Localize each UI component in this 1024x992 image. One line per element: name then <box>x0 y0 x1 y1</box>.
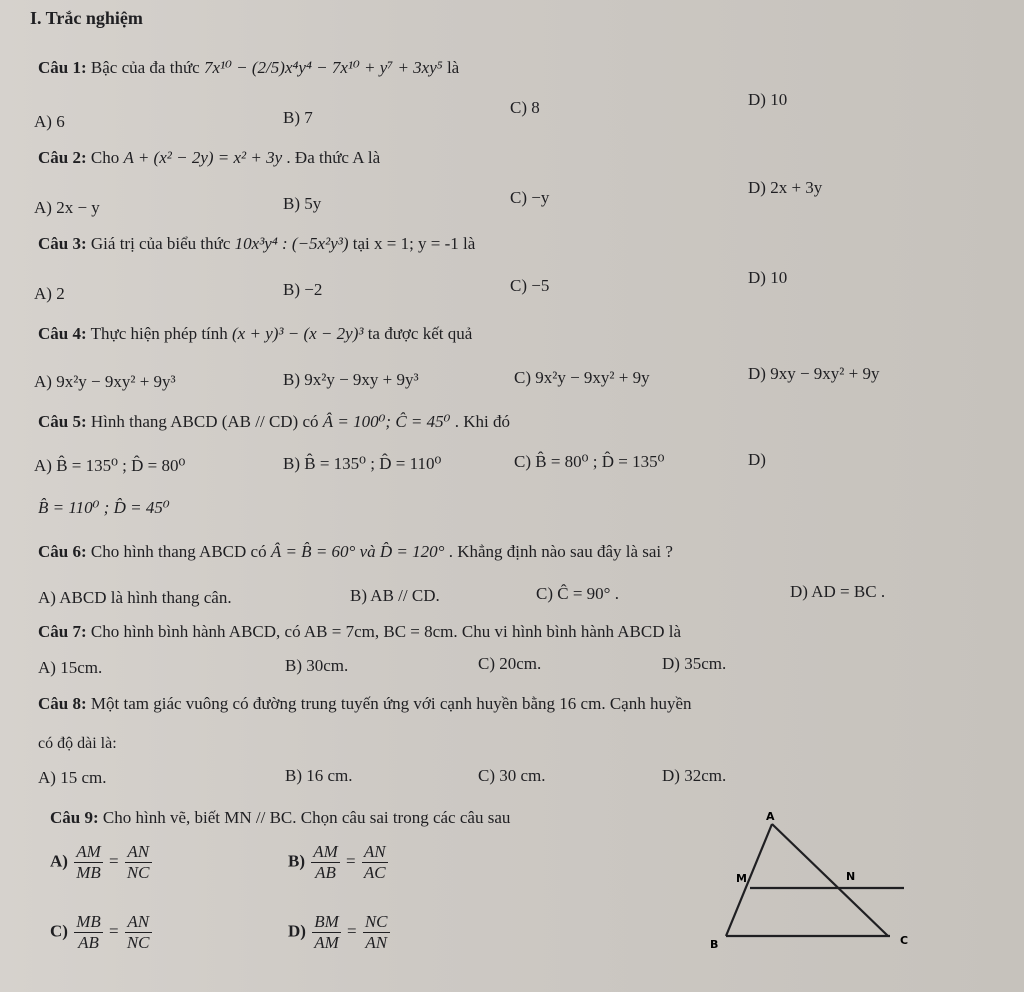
q5-option-a: A) B̂ = 135⁰ ; D̂ = 80⁰ <box>34 456 186 475</box>
q2-option-a: A) 2x − y <box>34 198 100 217</box>
question-7 <box>38 620 681 644</box>
q5-option-d-text: B̂ = 110⁰ ; D̂ = 45⁰ <box>38 498 170 517</box>
question-label: Câu 3: <box>38 234 87 253</box>
q7-option-a: A) 15cm. <box>38 658 103 677</box>
question-label: Câu 8: <box>38 694 87 713</box>
question-math: 7x¹⁰ − (2/5)x⁴y⁴ − 7x¹⁰ + y⁷ + 3xy⁵ <box>203 58 443 77</box>
question-label: Câu 7: <box>38 622 87 641</box>
q4-option-c: C) 9x²y − 9xy² + 9y <box>514 368 650 387</box>
q5-option-b: B) B̂ = 135⁰ ; D̂ = 110⁰ <box>283 454 442 473</box>
q4-option-b: B) 9x²y − 9xy + 9y³ <box>283 370 419 389</box>
question-text: Hình thang ABCD (AB // CD) có <box>90 412 319 431</box>
question-tail: . Đa thức A là <box>286 148 381 167</box>
q9-option-a: A) $\frac{AM}{MB}$ = $\frac{AN}{NC}$ <box>50 842 150 882</box>
question-5 <box>38 410 510 434</box>
question-text: Cho hình vẽ, biết MN // BC. Chọn câu sai trong các câu sau <box>102 808 511 827</box>
question-tail: ta được kết quả <box>367 324 473 343</box>
side-ac <box>772 824 888 936</box>
q9-option-c: C) $\frac{MB}{AB}$ = $\frac{AN}{NC}$ <box>50 912 150 952</box>
q3-option-b: B) −2 <box>283 280 323 299</box>
question-9 <box>50 806 510 830</box>
vertex-b-label: B <box>710 938 719 951</box>
question-8 <box>38 692 692 716</box>
question-text: Cho hình bình hành ABCD, có AB = 7cm, BC = 8cm. Chu vi hình bình hành ABCD là <box>90 622 682 641</box>
q5-option-d-label: D) <box>748 450 766 469</box>
question-4 <box>38 322 472 346</box>
q7-option-d: D) 35cm. <box>662 654 727 673</box>
question-text: Một tam giác vuông có đường trung tuyến ứng với cạnh huyền bằng 16 cm. Cạnh huyền <box>90 694 692 713</box>
q1-option-c: C) 8 <box>510 98 540 117</box>
question-2 <box>38 146 380 170</box>
q1-option-a: A) 6 <box>34 112 65 131</box>
question-math: Â = 100⁰; Ĉ = 45⁰ <box>322 412 451 431</box>
q6-option-a: A) ABCD là hình thang cân. <box>38 588 232 607</box>
question-label: Câu 1: <box>38 58 87 77</box>
side-ab <box>726 824 772 936</box>
q2-option-d: D) 2x + 3y <box>748 178 823 197</box>
question-text: Bậc của đa thức <box>90 58 200 77</box>
vertex-a-label: A <box>766 810 775 823</box>
question-3 <box>38 232 475 256</box>
q1-option-b: B) 7 <box>283 108 313 127</box>
question-text: Cho hình thang ABCD có <box>90 542 267 561</box>
q6-option-c: C) Ĉ = 90° . <box>536 584 619 603</box>
question-text: Giá trị của biểu thức <box>90 234 231 253</box>
question-math: (x + y)³ − (x − 2y)³ <box>232 324 364 343</box>
question-6 <box>38 540 673 564</box>
q7-option-c: C) 20cm. <box>478 654 542 673</box>
q3-option-d: D) 10 <box>748 268 788 287</box>
vertex-c-label: C <box>900 934 909 947</box>
q9-option-d: D) $\frac{BM}{AM}$ = $\frac{NC}{AN}$ <box>288 912 388 952</box>
question-label: Câu 6: <box>38 542 87 561</box>
q9-option-b: B) $\frac{AM}{AB}$ = $\frac{AN}{AC}$ <box>288 842 386 882</box>
q8-option-a: A) 15 cm. <box>38 768 107 787</box>
q8-option-b: B) 16 cm. <box>285 766 353 785</box>
question-label: Câu 4: <box>38 324 87 343</box>
question-tail: . Khi đó <box>454 412 510 431</box>
q7-option-b: B) 30cm. <box>285 656 349 675</box>
q8-option-c: C) 30 cm. <box>478 766 546 785</box>
q3-option-c: C) −5 <box>510 276 550 295</box>
question-math: Â = B̂ = 60° và D̂ = 120° <box>270 542 445 561</box>
q4-option-d: D) 9xy − 9xy² + 9y <box>748 364 880 383</box>
question-text: Thực hiện phép tính <box>90 324 228 343</box>
question-label: Câu 9: <box>50 808 99 827</box>
question-1 <box>38 56 459 80</box>
q1-option-d: D) 10 <box>748 90 788 109</box>
triangle-figure <box>700 808 930 968</box>
q6-option-b: B) AB // CD. <box>350 586 440 605</box>
question-tail: tại x = 1; y = -1 là <box>352 234 476 253</box>
q2-option-c: C) −y <box>510 188 550 207</box>
q3-option-a: A) 2 <box>34 284 65 303</box>
vertex-n-label: N <box>846 870 856 883</box>
question-tail: là <box>446 58 460 77</box>
q5-option-c: C) B̂ = 80⁰ ; D̂ = 135⁰ <box>514 452 665 471</box>
q8-option-d: D) 32cm. <box>662 766 727 785</box>
question-math: A + (x² − 2y) = x² + 3y <box>123 148 283 167</box>
q2-option-b: B) 5y <box>283 194 322 213</box>
q4-option-a: A) 9x²y − 9xy² + 9y³ <box>34 372 176 391</box>
question-math: 10x³y⁴ : (−5x²y³) <box>234 234 349 253</box>
section-title: I. Trắc nghiệm <box>30 8 143 28</box>
q6-option-d: D) AD = BC . <box>790 582 886 601</box>
question-8-continued: có độ dài là: <box>38 735 117 752</box>
question-tail: . Khẳng định nào sau đây là sai ? <box>448 542 673 561</box>
question-label: Câu 2: <box>38 148 87 167</box>
question-text: Cho <box>90 148 120 167</box>
vertex-m-label: M <box>736 872 747 885</box>
question-label: Câu 5: <box>38 412 87 431</box>
